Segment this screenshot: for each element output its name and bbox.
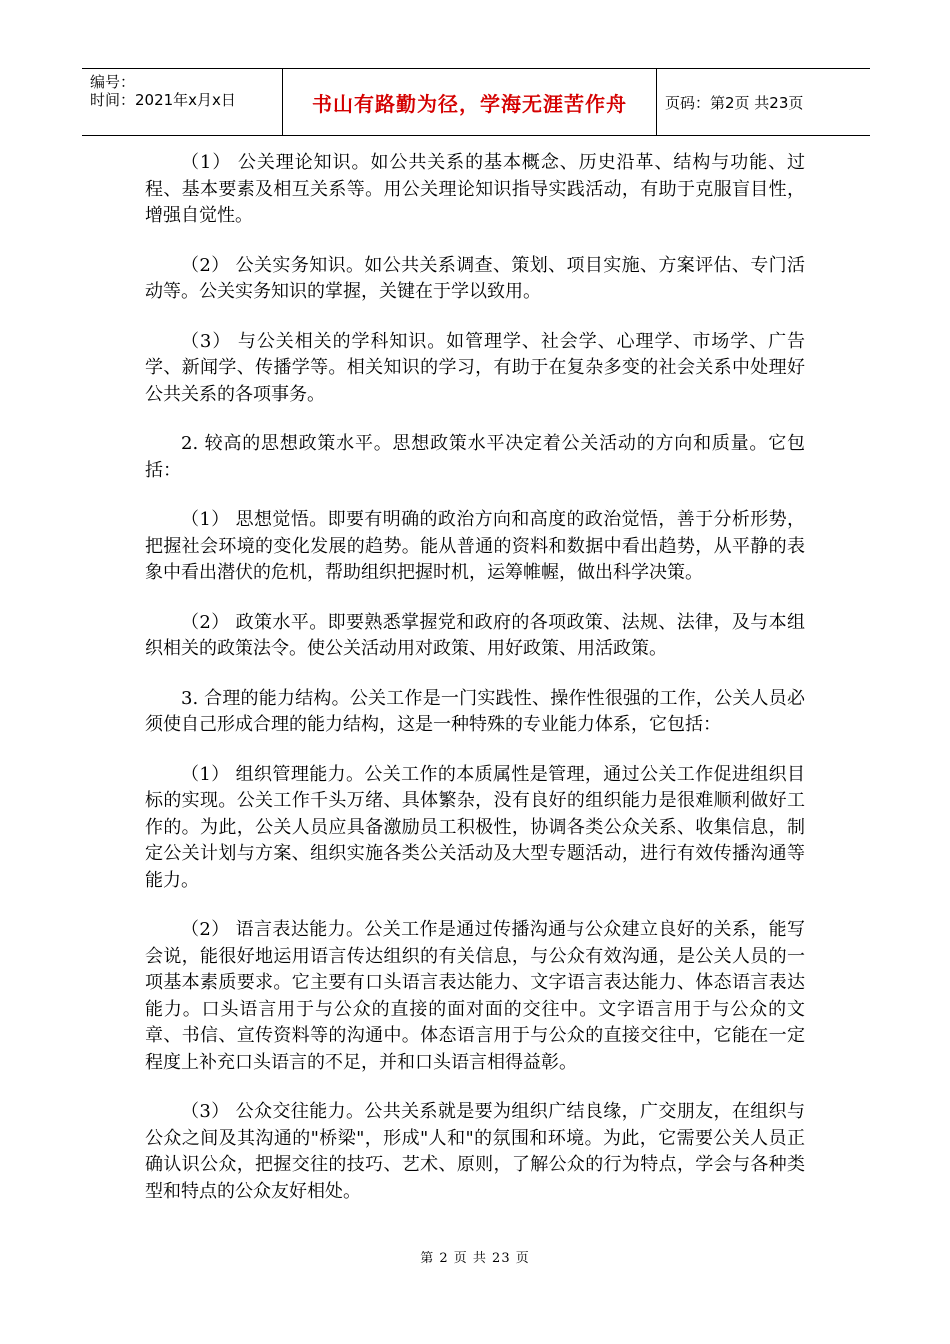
- document-body: [145, 150, 805, 1228]
- paragraph-1: （1） 公关理论知识。如公共关系的基本概念、历史沿革、结构与功能、过程、基本要素及相互关系等。用公关理论知识指导实践活动，有助于克服盲目性，增强自觉性。: [145, 152, 805, 226]
- paragraph-3: （3） 与公关相关的学科知识。如管理学、社会学、心理学、市场学、广告学、新闻学、传播学等。相关知识的学习，有助于在复杂多变的社会关系中处理好公共关系的各项事务。: [145, 330, 805, 405]
- document-time-label: 时间：2021年x月x日: [90, 91, 236, 109]
- paragraph-4: 2. 较高的思想政策水平。思想政策水平决定着公关活动的方向和质量。它包括：: [145, 433, 805, 481]
- page-footer: 第 2 页 共 23 页: [420, 1251, 530, 1266]
- paragraph-5: （1） 思想觉悟。即要有明确的政治方向和高度的政治觉悟，善于分析形势，把握社会环境的变化发展的趋势。能从普通的资料和数据中看出趋势，从平静的表象中看出潜伏的危机，帮助组织把握时机，运筹帷幄，做出科学决策。: [145, 509, 805, 583]
- header-page-number: 页码：第2页 共23页: [665, 93, 804, 112]
- paragraph-10: （3） 公众交往能力。公共关系就是要为组织广结良缘，广交朋友，在组织与公众之间及其沟通的"桥梁"，形成"人和"的氛围和环境。为此，它需要公关人员正确认识公众，把握交往的技巧、艺术、原则，了解公众的行为特点，学会与各种类型和特点的公众友好相处。: [145, 1101, 805, 1202]
- paragraph-2: （2） 公关实务知识。如公共关系调查、策划、项目实施、方案评估、专门活动等。公关实务知识的掌握，关键在于学以致用。: [145, 254, 805, 302]
- header-motto: 书山有路勤为径，学海无涯苦作舟: [283, 69, 657, 135]
- page-header: [82, 68, 870, 136]
- paragraph-7: 3. 合理的能力结构。公关工作是一门实践性、操作性很强的工作，公关人员必须使自己形成合理的能力结构，这是一种特殊的专业能力体系，它包括：: [145, 687, 805, 735]
- header-meta: [82, 69, 283, 135]
- paragraph-8: （1） 组织管理能力。公关工作的本质属性是管理，通过公关工作促进组织目标的实现。公关工作千头万绪、具体繁杂，没有良好的组织能力是很难顺利做好工作的。为此，公关人员应具备激励员工积极性，协调各类公众关系、收集信息，制定公关计划与方案、组织实施各类公关活动及大型专题活动，进行有效传播沟通等能力。: [145, 763, 805, 891]
- paragraph-6: （2） 政策水平。即要熟悉掌握党和政府的各项政策、法规、法律，及与本组织相关的政策法令。使公关活动用对政策、用好政策、用活政策。: [145, 611, 805, 659]
- document-number-label: 编号：: [90, 73, 136, 91]
- paragraph-9: （2） 语言表达能力。公关工作是通过传播沟通与公众建立良好的关系，能写会说，能很好地运用语言传达组织的有关信息，与公众有效沟通，是公关人员的一项基本素质要求。它主要有口头语言表达能力、文字语言表达能力、体态语言表达能力。口头语言用于与公众的直接的面对面的交往中。文字语言用于与公众的文章、书信、宣传资料等的沟通中。体态语言用于与公众的直接交往中，它能在一定程度上补充口头语言的不足，并和口头语言相得益彰。: [145, 919, 805, 1073]
